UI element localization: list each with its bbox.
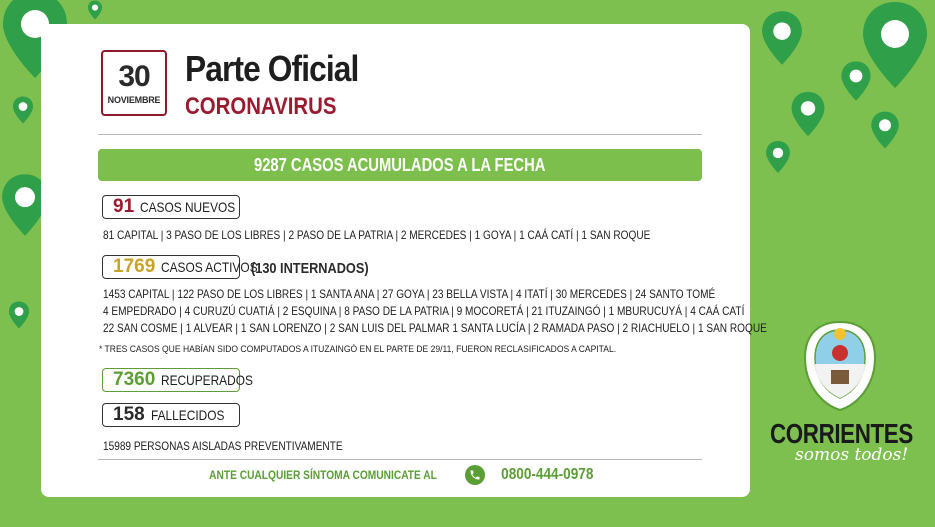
divider [98, 134, 702, 135]
fallecidos-label: FALLECIDOS [150, 407, 225, 423]
brand-tagline: somos todos! [795, 445, 909, 465]
accumulated-banner [98, 149, 702, 181]
activos-badge [102, 255, 258, 279]
phone-icon [465, 465, 485, 485]
date-badge [101, 50, 167, 116]
map-pin-icon [765, 140, 791, 174]
nuevos-label: CASOS NUEVOS [140, 199, 236, 215]
fallecidos-count: 158 [113, 404, 145, 425]
map-pin-icon [760, 10, 804, 66]
date-month: NOVIEMBRE [107, 94, 161, 105]
page-title: Parte Oficial [185, 48, 359, 89]
map-pin-icon [790, 90, 826, 138]
contact-footer [41, 465, 750, 485]
contact-text: ANTE CUALQUIER SÍNTOMA COMUNICATE AL [209, 468, 438, 482]
activos-detail-3: 22 SAN COSME | 1 ALVEAR | 1 SAN LORENZO | 2 SAN LUIS DEL PALMAR 1 SANTA LUCÍA | 2 RAMADA PASO | 2 RIACHUELO | 1 SAN ROQUE [103, 321, 767, 335]
map-pin-icon [870, 110, 900, 150]
map-pin-icon [12, 95, 34, 125]
activos-detail-1: 1453 CAPITAL | 122 PASO DE LOS LIBRES | 1 SANTA ANA | 27 GOYA | 23 BELLA VISTA | 4 ITATÍ | 30 MERCEDES | 24 SANTO TOMÉ [103, 287, 716, 301]
aisladas-text: 15989 PERSONAS AISLADAS PREVENTIVAMENTE [103, 439, 343, 453]
activos-label: CASOS ACTIVOS [161, 259, 258, 275]
provincial-seal-icon [801, 320, 879, 412]
banner-text: 9287 CASOS ACUMULADOS A LA FECHA [254, 154, 546, 175]
page-subtitle: CORONAVIRUS [185, 93, 337, 120]
map-pin-icon [80, 0, 110, 20]
recuperados-label: RECUPERADOS [161, 372, 254, 388]
recuperados-count: 7360 [113, 369, 156, 390]
nuevos-detail: 81 CAPITAL | 3 PASO DE LOS LIBRES | 2 PASO DE LA PATRIA | 2 MERCEDES | 1 GOYA | 1 CAÁ CATÍ | 1 SAN ROQUE [103, 228, 651, 242]
brand-name: CORRIENTES [770, 418, 913, 449]
fallecidos-badge [102, 403, 240, 427]
recuperados-badge [102, 368, 254, 392]
divider [98, 459, 702, 460]
phone-number: 0800-444-0978 [501, 466, 594, 483]
activos-detail-2: 4 EMPEDRADO | 4 CURUZÚ CUATIÁ | 2 ESQUINA | 8 PASO DE LA PATRIA | 9 MOCORETÁ | 21 ITUZAINGÓ | 1 MBURUCUYÁ | 4 CAÁ CATÍ [103, 304, 745, 318]
nuevos-badge [102, 195, 240, 219]
map-pin-icon [8, 300, 30, 330]
activos-count: 1769 [113, 256, 156, 277]
nuevos-count: 91 [113, 196, 135, 217]
internados-text: (130 INTERNADOS) [251, 260, 369, 277]
date-day: 30 [118, 59, 150, 93]
report-card [41, 24, 767, 497]
map-pin-icon [840, 60, 872, 102]
footnote: * TRES CASOS QUE HABÍAN SIDO COMPUTADOS A ITUZAINGÓ EN EL PARTE DE 29/11, FUERON RECLASIFICADOS A CAPITAL. [99, 344, 617, 355]
